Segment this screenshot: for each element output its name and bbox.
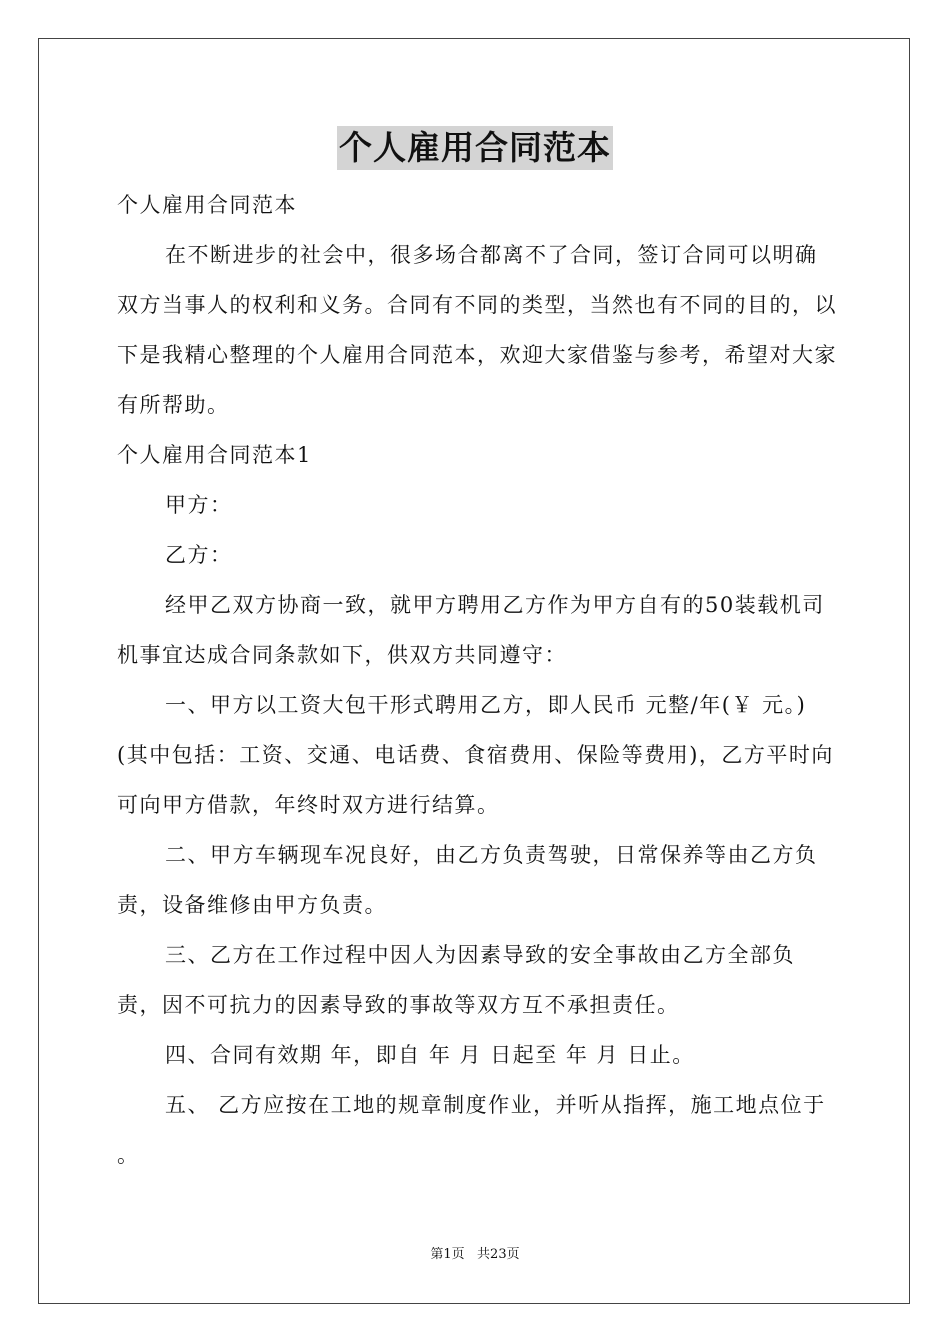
clause-1: 一、甲方以工资大包干形式聘用乙方，即人民币 元整/年(￥ 元。)(其中包括：工资、交通、电话费、食宿费用、保险等费用)，乙方平时向可向甲方借款，年终时双方进行结算。 [117, 693, 834, 817]
document-title: 个人雇用合同范本 [337, 126, 613, 170]
document-body [117, 180, 837, 1180]
party-b-line: 乙方： [165, 543, 233, 567]
subtitle-line: 个人雇用合同范本 [117, 193, 297, 217]
clause-5: 五、 乙方应按在工地的规章制度作业，并听从指挥，施工地点位于 。 [117, 1093, 826, 1167]
clause-3: 三、乙方在工作过程中因人为因素导致的安全事故由乙方全部负责，因不可抗力的因素导致的事故等双方互不承担责任。 [117, 943, 795, 1017]
title-container [0, 126, 950, 170]
agreement-paragraph: 经甲乙双方协商一致，就甲方聘用乙方作为甲方自有的50装载机司机事宜达成合同条款如下，供双方共同遵守： [117, 593, 825, 667]
page-number: 第1页 共23页 [430, 1247, 520, 1262]
clause-4: 四、合同有效期 年，即自 年 月 日起至 年 月 日止。 [165, 1043, 695, 1067]
section-heading: 个人雇用合同范本1 [117, 443, 312, 467]
page-footer [0, 1246, 950, 1264]
clause-2: 二、甲方车辆现车况良好，由乙方负责驾驶，日常保养等由乙方负责，设备维修由甲方负责。 [117, 843, 818, 917]
party-a-line: 甲方： [165, 493, 233, 517]
intro-paragraph: 在不断进步的社会中，很多场合都离不了合同，签订合同可以明确双方当事人的权利和义务。合同有不同的类型，当然也有不同的目的，以下是我精心整理的个人雇用合同范本，欢迎大家借鉴与参考，希望对大家有所帮助。 [117, 243, 837, 417]
